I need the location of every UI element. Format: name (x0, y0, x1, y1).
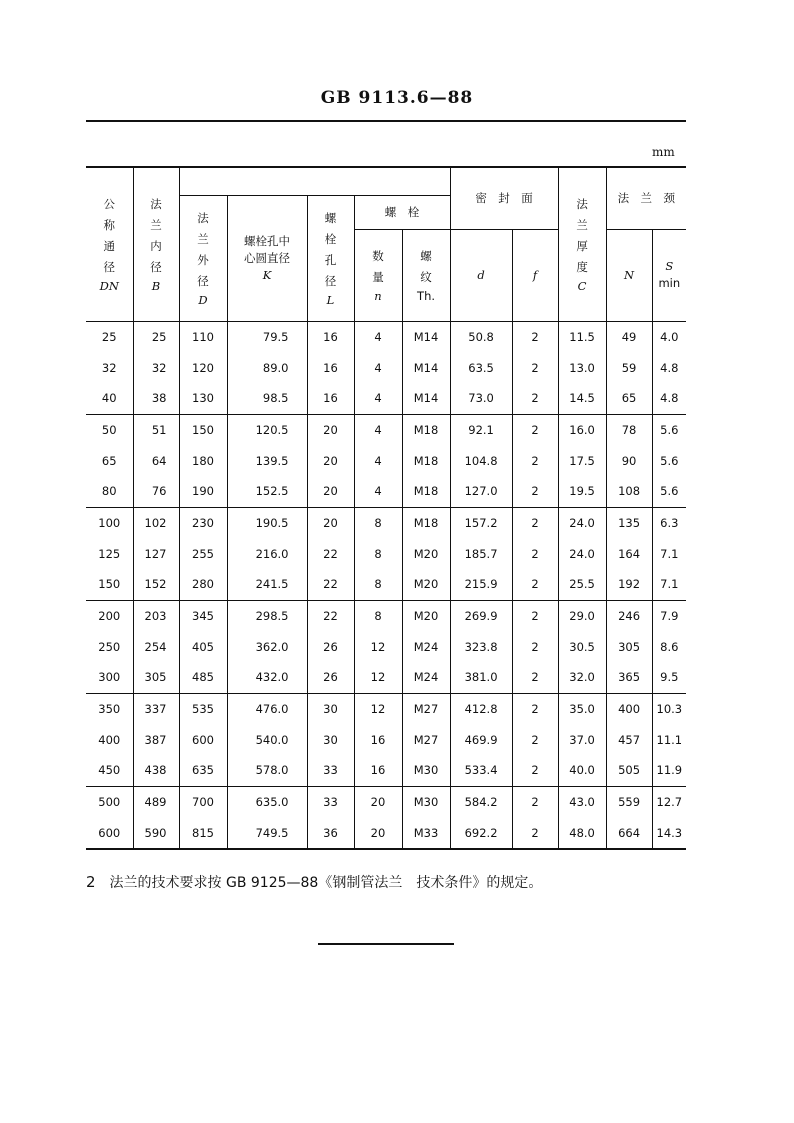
table-cell: 20 (354, 786, 402, 817)
table-cell: 8 (354, 507, 402, 538)
table-cell: 11.1 (652, 724, 686, 755)
table-cell: 43.0 (558, 786, 606, 817)
table-cell: 190.5 (227, 507, 307, 538)
table-cell: 64 (133, 445, 179, 476)
table-cell: 2 (512, 476, 558, 507)
table-cell: 19.5 (558, 476, 606, 507)
table-cell: 7.1 (652, 569, 686, 600)
table-cell: 12 (354, 693, 402, 724)
col-header-l-symbol: L (326, 292, 335, 307)
col-header-l (307, 195, 354, 321)
col-group-seal: 密 封 面 (450, 167, 558, 229)
table-row (86, 538, 686, 569)
table-row (86, 321, 686, 352)
table-cell: 600 (86, 818, 133, 850)
table-cell: M20 (402, 600, 450, 631)
table-cell: 8 (354, 538, 402, 569)
table-cell: M18 (402, 507, 450, 538)
table-cell: 590 (133, 818, 179, 850)
table-cell: 30.5 (558, 631, 606, 662)
table-cell: 152.5 (227, 476, 307, 507)
table-cell: 78 (606, 414, 652, 445)
table-cell: 300 (86, 662, 133, 693)
col-header-seal-f: f (512, 229, 558, 321)
table-cell: 216.0 (227, 538, 307, 569)
table-cell: 92.1 (450, 414, 512, 445)
table-cell: 215.9 (450, 569, 512, 600)
table-cell: 2 (512, 538, 558, 569)
table-cell: M18 (402, 476, 450, 507)
table-cell: M18 (402, 445, 450, 476)
table-cell: 51 (133, 414, 179, 445)
table-cell: 89.0 (227, 352, 307, 383)
table-cell: 254 (133, 631, 179, 662)
col-header-k-label: 螺栓孔中心圆直径 (244, 233, 290, 265)
table-cell: 24.0 (558, 507, 606, 538)
table-cell: 5.6 (652, 414, 686, 445)
table-cell: 298.5 (227, 600, 307, 631)
table-cell: 12.7 (652, 786, 686, 817)
col-header-th-label: 螺纹 (420, 248, 432, 284)
table-row (86, 755, 686, 786)
table-cell: 120 (179, 352, 227, 383)
table-cell: M14 (402, 352, 450, 383)
table-cell: 35.0 (558, 693, 606, 724)
table-cell: 11.5 (558, 321, 606, 352)
table-cell: 30 (307, 693, 354, 724)
end-rule (318, 943, 454, 945)
table-cell: 8.6 (652, 631, 686, 662)
table-cell: 489 (133, 786, 179, 817)
table-cell: 4.0 (652, 321, 686, 352)
table-cell: 387 (133, 724, 179, 755)
table-cell: 365 (606, 662, 652, 693)
col-header-k (227, 195, 307, 321)
table-cell: 2 (512, 383, 558, 414)
table-cell: 63.5 (450, 352, 512, 383)
table-cell: 4 (354, 445, 402, 476)
col-header-b (133, 167, 179, 321)
col-header-d-outer-symbol: D (198, 292, 208, 307)
table-cell: 50 (101, 422, 117, 437)
table-cell: 8 (354, 569, 402, 600)
col-header-neck-s (652, 229, 686, 321)
table-cell: 4.8 (652, 383, 686, 414)
table-cell: 4 (354, 476, 402, 507)
table-cell: 25 (133, 321, 179, 352)
table-cell: 2 (512, 631, 558, 662)
table-cell: 5.6 (652, 445, 686, 476)
table-row (86, 445, 686, 476)
col-header-b-label: 法兰内径 (150, 196, 162, 274)
table-cell: 438 (133, 755, 179, 786)
table-cell: 2 (512, 569, 558, 600)
table-cell: 2 (512, 445, 558, 476)
table-cell: 692.2 (450, 818, 512, 850)
table-cell: 485 (179, 662, 227, 693)
table-cell: M33 (402, 818, 450, 850)
table-row (86, 786, 686, 817)
table-cell: 16 (354, 755, 402, 786)
table-row (86, 569, 686, 600)
technical-note (86, 872, 542, 892)
table-cell: 32 (101, 360, 117, 375)
col-header-l-label: 螺栓孔径 (324, 210, 337, 288)
table-cell: 102 (133, 507, 179, 538)
table-cell: 305 (606, 631, 652, 662)
table-cell: 200 (98, 609, 121, 624)
table-cell: 635 (179, 755, 227, 786)
table-cell: M18 (402, 414, 450, 445)
table-cell: 98.5 (227, 383, 307, 414)
col-header-th-symbol: Th. (417, 288, 436, 303)
col-header-dn-label: 公称通径 (103, 196, 115, 274)
table-cell: 500 (98, 795, 121, 810)
unit-label: mm (652, 145, 675, 159)
table-cell: M20 (402, 569, 450, 600)
table-cell: 600 (179, 724, 227, 755)
table-cell: 337 (133, 693, 179, 724)
table-cell: 4.8 (652, 352, 686, 383)
table-cell: 578.0 (227, 755, 307, 786)
table-cell: 20 (307, 476, 354, 507)
table-cell: 22 (307, 600, 354, 631)
table-cell: 4 (354, 383, 402, 414)
table-cell: 26 (307, 662, 354, 693)
table-cell: 20 (307, 507, 354, 538)
table-cell: 30 (307, 724, 354, 755)
col-header-c-symbol: C (577, 278, 587, 293)
table-cell: 2 (512, 662, 558, 693)
col-group-neck: 法 兰 颈 (606, 167, 686, 229)
table-cell: 815 (179, 818, 227, 850)
table-cell: 36 (307, 818, 354, 850)
table-cell: 241.5 (227, 569, 307, 600)
table-cell: 350 (98, 702, 121, 717)
table-cell: 130 (179, 383, 227, 414)
table-cell: 533.4 (450, 755, 512, 786)
table-cell: 450 (86, 755, 133, 786)
table-cell: M24 (402, 631, 450, 662)
table-cell: 139.5 (227, 445, 307, 476)
table-cell: 559 (606, 786, 652, 817)
table-cell: 664 (606, 818, 652, 850)
table-cell: 16 (307, 383, 354, 414)
flange-dimension-table-wrapper (86, 166, 686, 850)
table-cell: M24 (402, 662, 450, 693)
table-cell: 535 (179, 693, 227, 724)
table-cell: 14.5 (558, 383, 606, 414)
table-cell: 79.5 (227, 321, 307, 352)
table-cell: 2 (512, 352, 558, 383)
table-row (86, 414, 686, 445)
table-cell: 110 (179, 321, 227, 352)
table-cell: 9.5 (652, 662, 686, 693)
table-cell: 280 (179, 569, 227, 600)
table-cell: 269.9 (450, 600, 512, 631)
table-cell: 14.3 (652, 818, 686, 850)
table-cell: 26 (307, 631, 354, 662)
table-cell: 157.2 (450, 507, 512, 538)
table-cell: 2 (512, 507, 558, 538)
table-cell: 127.0 (450, 476, 512, 507)
table-cell: 40.0 (558, 755, 606, 786)
col-header-seal-d: d (450, 229, 512, 321)
table-row (86, 352, 686, 383)
col-header-neck-s-symbol: S (665, 259, 674, 273)
table-cell: M14 (402, 321, 450, 352)
table-cell: 4 (354, 321, 402, 352)
col-group-connection (179, 167, 450, 195)
table-cell: 2 (512, 724, 558, 755)
table-cell: 65 (101, 453, 117, 468)
table-cell: 432.0 (227, 662, 307, 693)
table-cell: 400 (606, 693, 652, 724)
table-row (86, 507, 686, 538)
table-row (86, 724, 686, 755)
table-cell: 4 (354, 352, 402, 383)
col-header-d-outer-label: 法兰外径 (197, 210, 209, 288)
table-cell: 37.0 (558, 724, 606, 755)
table-cell: 38 (133, 383, 179, 414)
col-header-neck-n: N (606, 229, 652, 321)
table-row (86, 662, 686, 693)
col-group-bolt: 螺 栓 (354, 195, 450, 229)
table-cell: 25.5 (558, 569, 606, 600)
table-cell: 2 (512, 693, 558, 724)
table-cell: 16 (354, 724, 402, 755)
table-cell: 32.0 (558, 662, 606, 693)
table-cell: 584.2 (450, 786, 512, 817)
table-cell: 135 (606, 507, 652, 538)
table-cell: 90 (606, 445, 652, 476)
table-cell: 152 (133, 569, 179, 600)
table-cell: 323.8 (450, 631, 512, 662)
col-header-c-label: 法兰厚度 (576, 196, 588, 274)
table-cell: 7.1 (652, 538, 686, 569)
table-cell: 11.9 (652, 755, 686, 786)
table-cell: 16 (307, 321, 354, 352)
header-rule (86, 120, 686, 122)
table-cell: 2 (512, 755, 558, 786)
table-cell: 2 (512, 414, 558, 445)
table-cell: 12 (354, 631, 402, 662)
note-number: 2 (86, 873, 96, 891)
table-cell: 164 (606, 538, 652, 569)
table-cell: 20 (307, 414, 354, 445)
flange-dimension-table (86, 166, 686, 850)
table-cell: 73.0 (450, 383, 512, 414)
table-cell: 345 (179, 600, 227, 631)
table-body (86, 321, 686, 849)
table-cell: 4 (354, 414, 402, 445)
table-cell: 20 (354, 818, 402, 850)
table-cell: 362.0 (227, 631, 307, 662)
table-cell: M27 (402, 724, 450, 755)
table-cell: M30 (402, 786, 450, 817)
col-header-d-outer (179, 195, 227, 321)
table-cell: 17.5 (558, 445, 606, 476)
table-cell: 192 (606, 569, 652, 600)
table-cell: 65 (606, 383, 652, 414)
table-cell: 13.0 (558, 352, 606, 383)
table-cell: 50.8 (450, 321, 512, 352)
table-cell: 230 (179, 507, 227, 538)
table-cell: 2 (512, 321, 558, 352)
table-cell: M30 (402, 755, 450, 786)
col-header-dn (86, 167, 133, 321)
table-cell: 22 (307, 569, 354, 600)
table-cell: 104.8 (450, 445, 512, 476)
table-cell: 125 (98, 546, 121, 561)
table-row (86, 600, 686, 631)
table-cell: 32 (133, 352, 179, 383)
col-header-neck-s-sub: min (658, 276, 681, 290)
table-cell: 700 (179, 786, 227, 817)
table-cell: 22 (307, 538, 354, 569)
table-cell: 476.0 (227, 693, 307, 724)
col-header-c (558, 167, 606, 321)
table-cell: 127 (133, 538, 179, 569)
table-cell: 540.0 (227, 724, 307, 755)
col-header-n (354, 229, 402, 321)
table-row (86, 818, 686, 850)
table-cell: 48.0 (558, 818, 606, 850)
table-cell: 5.6 (652, 476, 686, 507)
table-cell: 412.8 (450, 693, 512, 724)
table-cell: 33 (307, 786, 354, 817)
table-cell: 16 (307, 352, 354, 383)
table-cell: 49 (606, 321, 652, 352)
col-header-dn-symbol: DN (99, 278, 119, 293)
table-cell: 7.9 (652, 600, 686, 631)
table-cell: 150 (86, 569, 133, 600)
table-cell: 100 (98, 515, 121, 530)
col-header-th (402, 229, 450, 321)
table-cell: 381.0 (450, 662, 512, 693)
table-cell: 180 (179, 445, 227, 476)
table-cell: 505 (606, 755, 652, 786)
table-row (86, 693, 686, 724)
table-cell: 24.0 (558, 538, 606, 569)
table-cell: 635.0 (227, 786, 307, 817)
table-cell: 150 (179, 414, 227, 445)
table-cell: 12 (354, 662, 402, 693)
table-cell: 749.5 (227, 818, 307, 850)
table-cell: 305 (133, 662, 179, 693)
table-cell: 405 (179, 631, 227, 662)
table-cell: 80 (86, 476, 133, 507)
table-cell: 2 (512, 600, 558, 631)
table-cell: 246 (606, 600, 652, 631)
table-cell: 10.3 (652, 693, 686, 724)
table-cell: 6.3 (652, 507, 686, 538)
table-row (86, 631, 686, 662)
table-cell: 203 (133, 600, 179, 631)
table-row (86, 383, 686, 414)
table-cell: M27 (402, 693, 450, 724)
table-cell: 40 (86, 383, 133, 414)
note-text: 法兰的技术要求按 GB 9125—88《钢制管法兰 技术条件》的规定。 (109, 875, 543, 891)
table-cell: 469.9 (450, 724, 512, 755)
table-cell: M20 (402, 538, 450, 569)
table-cell: 400 (98, 732, 121, 747)
table-cell: 108 (606, 476, 652, 507)
table-cell: 190 (179, 476, 227, 507)
table-row (86, 476, 686, 507)
col-header-n-label: 数量 (372, 248, 384, 284)
table-cell: 250 (98, 639, 121, 654)
table-cell: 29.0 (558, 600, 606, 631)
table-cell: 76 (133, 476, 179, 507)
table-cell: 120.5 (227, 414, 307, 445)
table-cell: 2 (512, 786, 558, 817)
table-cell: 16.0 (558, 414, 606, 445)
table-cell: 2 (512, 818, 558, 850)
table-cell: 59 (606, 352, 652, 383)
table-cell: 457 (606, 724, 652, 755)
table-cell: 33 (307, 755, 354, 786)
table-cell: 185.7 (450, 538, 512, 569)
table-cell: M14 (402, 383, 450, 414)
page-header: GB 9113.6—88 (320, 88, 474, 108)
table-cell: 8 (354, 600, 402, 631)
table-cell: 20 (307, 445, 354, 476)
col-header-n-symbol: n (374, 288, 382, 303)
table-cell: 25 (101, 329, 117, 344)
table-cell: 255 (179, 538, 227, 569)
col-header-b-symbol: B (151, 278, 161, 293)
col-header-k-symbol: K (262, 267, 272, 282)
